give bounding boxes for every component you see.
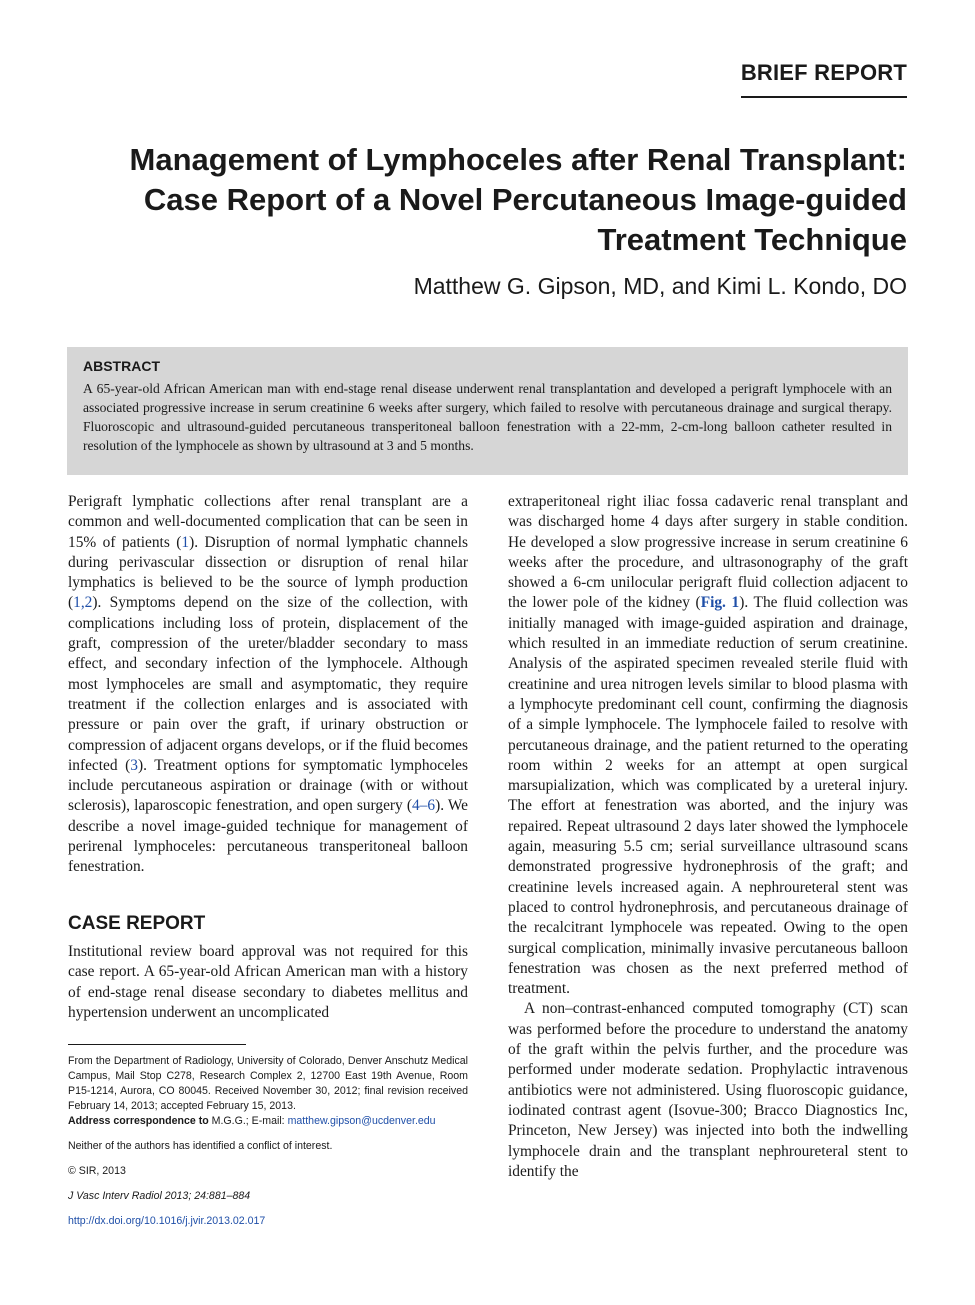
procedure-paragraph: A non–contrast-enhanced computed tomography (CT) scan was performed before the procedure to understand the anatomy of the graft within the pelvis further, and the procedure was performed under moderate sedation. Prophylactic intravenous antibiotics were not administered. Using fluoroscopic guidance, iodinated contrast agent (Isovue-300; Bracco Diagnostics Inc, Princeton, New Jersey) was injected into both the indwelling lymphocele drain and the transplant nephroureteral stent to identify the (508, 1000, 908, 1180)
affiliation-note: From the Department of Radiology, University of Colorado, Denver Anschutz Medical Campus, Mail Stop C278, Research Complex 2, 12700 East 19th Avenue, Room P15-1214, Aurora, CO 80045. Received November 30, 2012; final revision received February 14, 2013; accepted February 15, 2013. (68, 1055, 468, 1112)
section-label: BRIEF REPORT (740, 60, 907, 85)
doi-link-line (68, 1214, 468, 1229)
doi-link[interactable]: http://dx.doi.org/10.1016/j.jvir.2013.02.017 (68, 1215, 266, 1227)
email-link[interactable]: matthew.gipson@ucdenver.edu (287, 1115, 436, 1127)
abstract-box (67, 347, 908, 475)
title-line: Treatment Technique (597, 222, 907, 257)
footnotes (68, 1054, 468, 1229)
case-paragraph: Institutional review board approval was not required for this case report. A 65-year-old African American man with a history of end-stage renal disease secondary to diabetes mellitus and hypertension underwent an uncomplicated (68, 942, 468, 1021)
case-report-heading: CASE REPORT (68, 912, 206, 934)
reference-link[interactable]: 1,2 (73, 594, 93, 612)
article-title (47, 140, 907, 260)
abstract-text: A 65-year-old African American man with end-stage renal disease underwent renal transplantation and developed a perigraft lymphocele with an associated progressive increase in serum creatinine 6 weeks after surgery, which failed to resolve with percutaneous drainage and surgical therapy. Fluoroscopic and ultrasound-guided percutaneous transperitoneal balloon fenestration with a 22-mm, 2-cm-long balloon catheter resulted in resolution of the lymphocele as shown by ultrasound at 3 and 5 months. (83, 381, 892, 453)
conflict-note: Neither of the authors has identified a conflict of interest. (68, 1140, 333, 1152)
text-run: ). The fluid collection was initially managed with image-guided aspiration and drainage, which resulted in an immediate reduction of serum creatinine. Analysis of the aspirated specimen revealed sterile fluid with creatinine and urea nitrogen levels similar to blood plasma with a lymphocyte predominant cell count, confirming the diagnosis of a simple lymphocele. The lymphocele failed to resolve with percutaneous drainage, and the patient returned to the operating room within 2 weeks for an attempt at open surgical marsupialization, which was complicated by a ureteral injury. The effort at fenestration was aborted, and the injury was repaired. Repeat ultrasound 2 days later showed the lymphocele again, measuring 5.5 cm; serial surveillance ultrasound scans demonstrated progressive hydronephrosis of the graft; and creatinine levels increased again. A nephroureteral stent was placed to control hydronephrosis, and percutaneous drainage of the recalcitrant lymphocele was repeated. Owing to the open surgical complication, minimally invasive percutaneous balloon fenestration was chosen as the next preferred method of treatment. (508, 594, 909, 998)
reference-link[interactable]: 1 (181, 533, 190, 551)
reference-link[interactable]: 3 (130, 756, 138, 774)
reference-link[interactable]: 4–6 (411, 797, 436, 815)
citation-note: J Vasc Interv Radiol 2013; 24:881–884 (68, 1190, 251, 1202)
text-run: ). Symptoms depend on the size of the collection, with complications including loss of protein, displacement of the graft, compression of the ureter/bladder secondary to mass effect, and secondary infection of the lymphocele. Although most lymphoceles are small and asymptomatic, they require treatment if the collection enlarges and is associated with pressure or pain over the graft, if urinary obstruction or compression of adjacent organs develops, or if the fluid becomes infected ( (68, 594, 468, 774)
text-run: ). Disruption of normal lymphatic channels during perivascular dissection or disruption of renal hilar lymphatics is believed to be the source of lymph production ( (68, 533, 469, 612)
abstract-heading: ABSTRACT (83, 358, 160, 374)
correspondence-note (68, 1114, 468, 1129)
section-rule (741, 96, 907, 98)
title-line: Management of Lymphoceles after Renal Transplant: (129, 142, 907, 177)
text-run: Perigraft lymphatic collections after renal transplant are a common and well-documented complication that can be seen in 15% of patients ( (68, 493, 468, 551)
figure-link[interactable]: Fig. 1 (700, 594, 740, 612)
left-column (68, 492, 468, 1023)
case-paragraph-continued (508, 492, 908, 999)
title-line: Case Report of a Novel Percutaneous Image-guided (143, 182, 907, 217)
authors: Matthew G. Gipson, MD, and Kimi L. Kondo, DO (413, 273, 907, 299)
text-run: ). Treatment options for symptomatic lymphoceles include percutaneous aspiration or drainage (with or without sclerosis), laparoscopic fenestration, and open surgery ( (68, 756, 468, 815)
correspondence-label: Address correspondence to (68, 1115, 209, 1127)
right-column (508, 492, 908, 1182)
correspondence-name: M.G.G.; E-mail: (208, 1115, 288, 1127)
intro-paragraph (68, 492, 468, 878)
copyright-note: © SIR, 2013 (68, 1165, 126, 1177)
text-run: extraperitoneal right iliac fossa cadaveric renal transplant and was discharged home 4 days after surgery in stable condition. He developed a slow progressive increase in serum creatinine 6 weeks after the procedure, and ultrasonography of the graft showed a 6-cm unilocular perigraft fluid collection adjacent to the lower pole of the kidney ( (508, 493, 908, 612)
footnote-rule (68, 1044, 246, 1045)
text-run: ). We describe a novel image-guided technique for management of perirenal lymphoceles: percutaneous transperitoneal balloon fenestration. (68, 797, 468, 876)
